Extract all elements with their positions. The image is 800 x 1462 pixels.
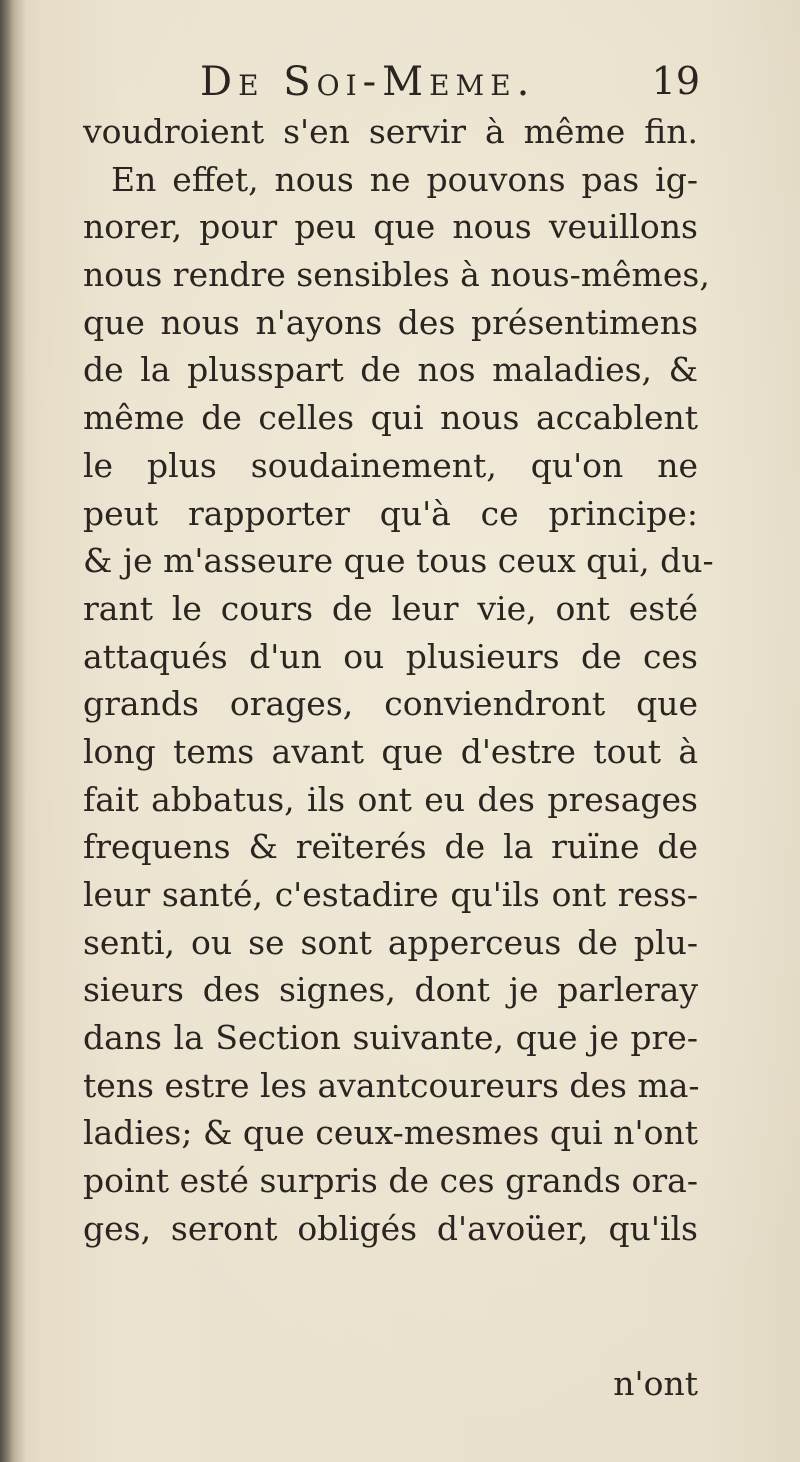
text-line: attaqués d'un ou plusieurs de ces [83, 636, 698, 676]
text-line: point esté surpris de ces grands ora- [83, 1161, 698, 1201]
text-line: même de celles qui nous accablent [83, 398, 698, 438]
text-line: que nous n'ayons des présentimens [83, 302, 698, 342]
text-line: En effet, nous ne pouvons pas ig- [111, 159, 698, 199]
text-line: & je m'asseure que tous ceux qui, du- [83, 541, 714, 581]
text-line: fait abbatus, ils ont eu des presages [83, 779, 698, 819]
text-line: nous rendre sensibles à nous-mêmes, [83, 255, 710, 295]
text-line: tens estre les avantcoureurs des ma- [83, 1065, 700, 1105]
text-line: frequens & reïterés de la ruïne de [83, 827, 698, 867]
text-line: peut rapporter qu'à ce principe: [83, 493, 698, 533]
text-line: le plus soudainement, qu'on ne [83, 445, 698, 485]
body-text [83, 108, 714, 1253]
catchword: n'ont [613, 1364, 698, 1403]
text-line: de la plusspart de nos maladies, & [83, 350, 698, 390]
text-line: long tems avant que d'estre tout à [83, 731, 698, 771]
text-line: ges, seront obligés d'avoüer, qu'ils [83, 1208, 698, 1248]
text-line: norer, pour peu que nous veuillons [83, 207, 698, 247]
text-line: senti, ou se sont apperceus de plu- [83, 922, 698, 962]
binding-shadow [0, 0, 26, 1462]
text-line: ladies; & que ceux-mesmes qui n'ont [83, 1113, 698, 1153]
page-number: 19 [651, 59, 700, 103]
text-line: sieurs des signes, dont je parleray [83, 970, 698, 1010]
text-line: grands orages, conviendront que [83, 684, 698, 724]
text-line: voudroient s'en servir à même fin. [83, 112, 698, 151]
text-line: dans la Section suivante, que je pre- [83, 1018, 698, 1058]
text-line: leur santé, c'estadire qu'ils ont ress- [83, 875, 698, 914]
text-line: rant le cours de leur vie, ont esté [83, 588, 698, 628]
running-title: De Soi-Meme. [200, 59, 536, 105]
